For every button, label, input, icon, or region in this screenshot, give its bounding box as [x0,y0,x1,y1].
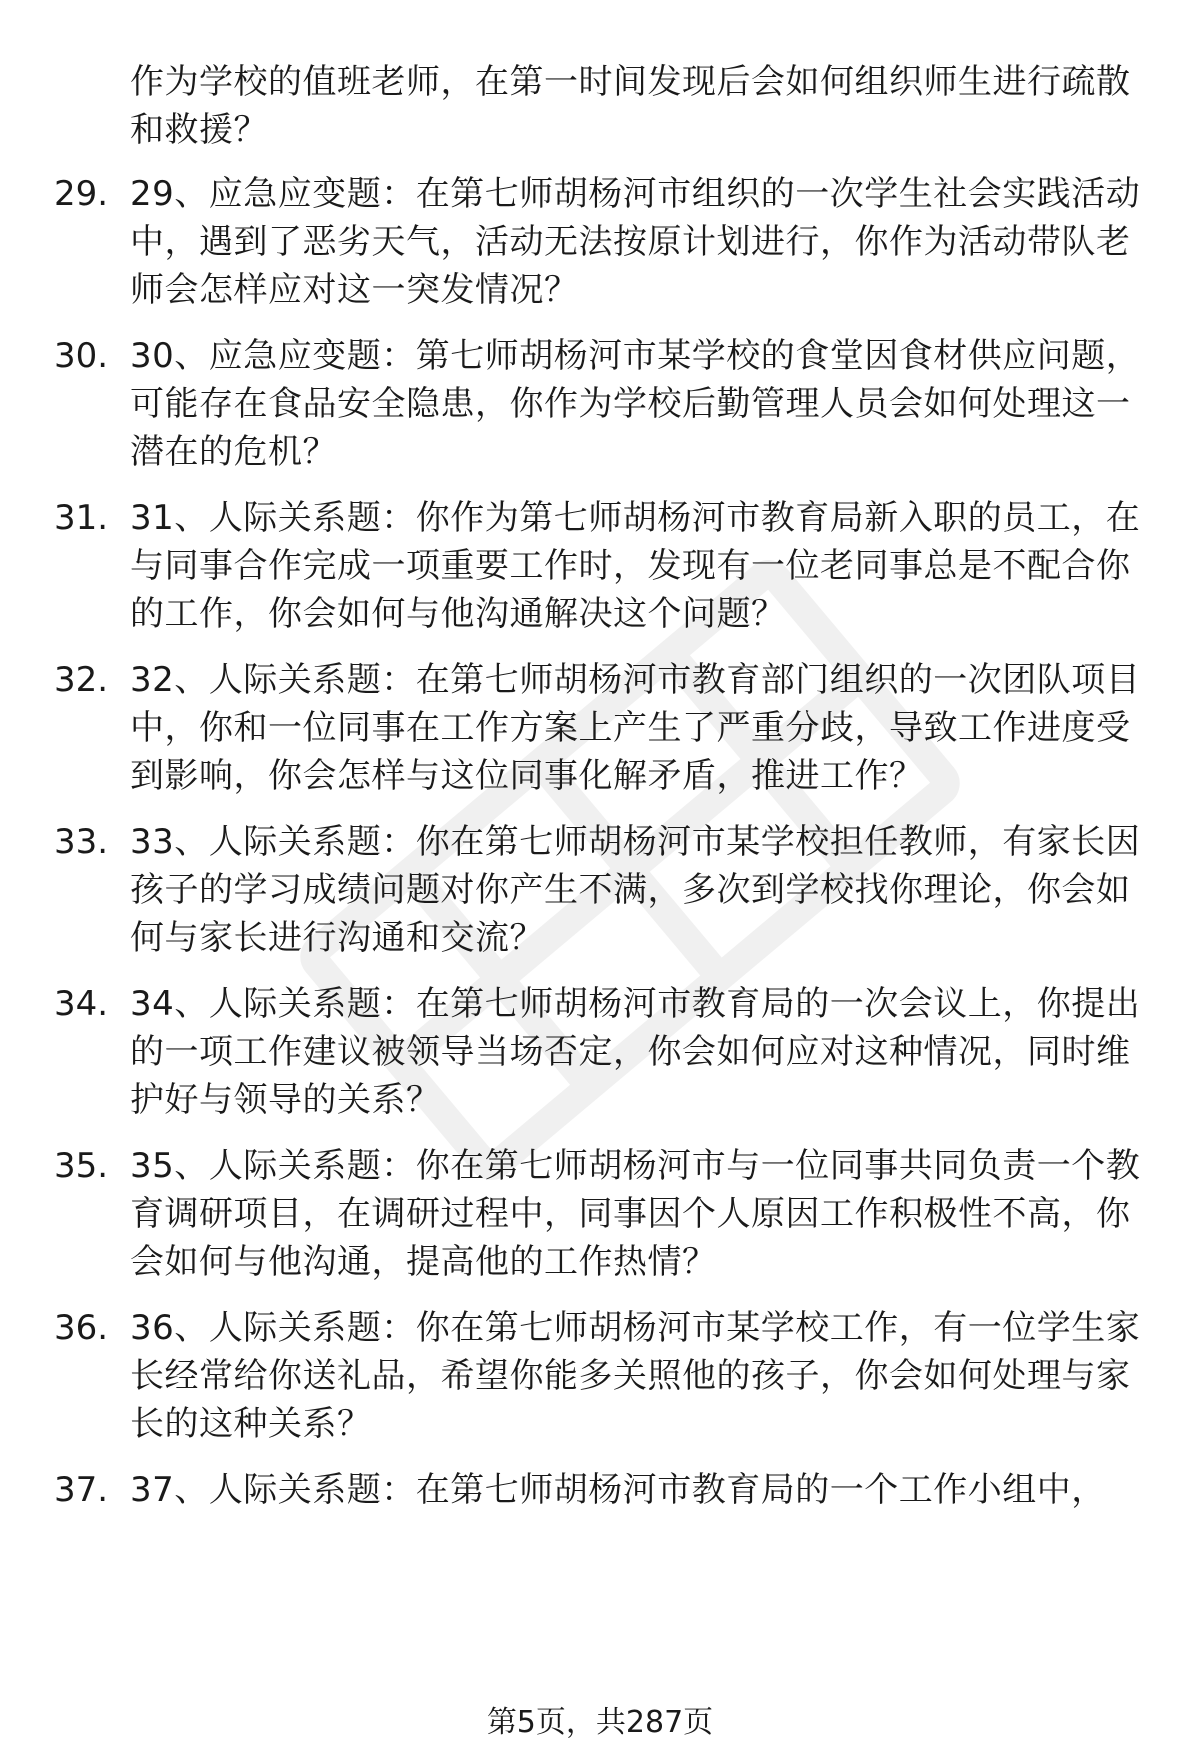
question-text: 30、应急应变题：第七师胡杨河市某学校的食堂因食材供应问题，可能存在食品安全隐患，你作为学校后勤管理人员会如何处理这一潜在的危机？ [130,336,1141,472]
question-text: 31、人际关系题：你作为第七师胡杨河市教育局新入职的员工，在与同事合作完成一项重要工作时，发现有一位老同事总是不配合你的工作，你会如何与他沟通解决这个问题？ [130,498,1141,634]
question-number: 31. [54,498,109,538]
question-text: 36、人际关系题：你在第七师胡杨河市某学校工作，有一位学生家长经常给你送礼品，希望你能多关照他的孩子，你会如何处理与家长的这种关系？ [130,1308,1141,1444]
question-number: 36. [54,1308,109,1348]
question-number: 34. [54,984,109,1024]
question-text: 34、人际关系题：在第七师胡杨河市教育局的一次会议上，你提出的一项工作建议被领导当场否定，你会如何应对这种情况，同时维护好与领导的关系？ [130,984,1141,1120]
question-number: 30. [54,336,109,376]
question-text: 35、人际关系题：你在第七师胡杨河市与一位同事共同负责一个教育调研项目，在调研过程中，同事因个人原因工作积极性不高，你会如何与他沟通，提高他的工作热情？ [130,1146,1141,1282]
question-text: 37、人际关系题：在第七师胡杨河市教育局的一个工作小组中， [130,1470,1106,1510]
question-text: 33、人际关系题：你在第七师胡杨河市某学校担任教师，有家长因孩子的学习成绩问题对你产生不满，多次到学校找你理论，你会如何与家长进行沟通和交流？ [130,822,1141,958]
question-number: 37. [54,1470,109,1510]
question-number: 32. [54,660,109,700]
question-text: 29、应急应变题：在第七师胡杨河市组织的一次学生社会实践活动中，遇到了恶劣天气，活动无法按原计划进行，你作为活动带队老师会怎样应对这一突发情况？ [130,174,1141,310]
question-text: 32、人际关系题：在第七师胡杨河市教育部门组织的一次团队项目中，你和一位同事在工作方案上产生了严重分歧，导致工作进度受到影响，你会怎样与这位同事化解矛盾，推进工作？ [130,660,1141,796]
question-number: 29. [54,174,109,214]
continuation-text: 作为学校的值班老师，在第一时间发现后会如何组织师生进行疏散和救援？ [130,62,1131,150]
question-number: 35. [54,1146,109,1186]
question-number: 33. [54,822,109,862]
page-footer: 第5页，共287页 [486,1705,714,1740]
